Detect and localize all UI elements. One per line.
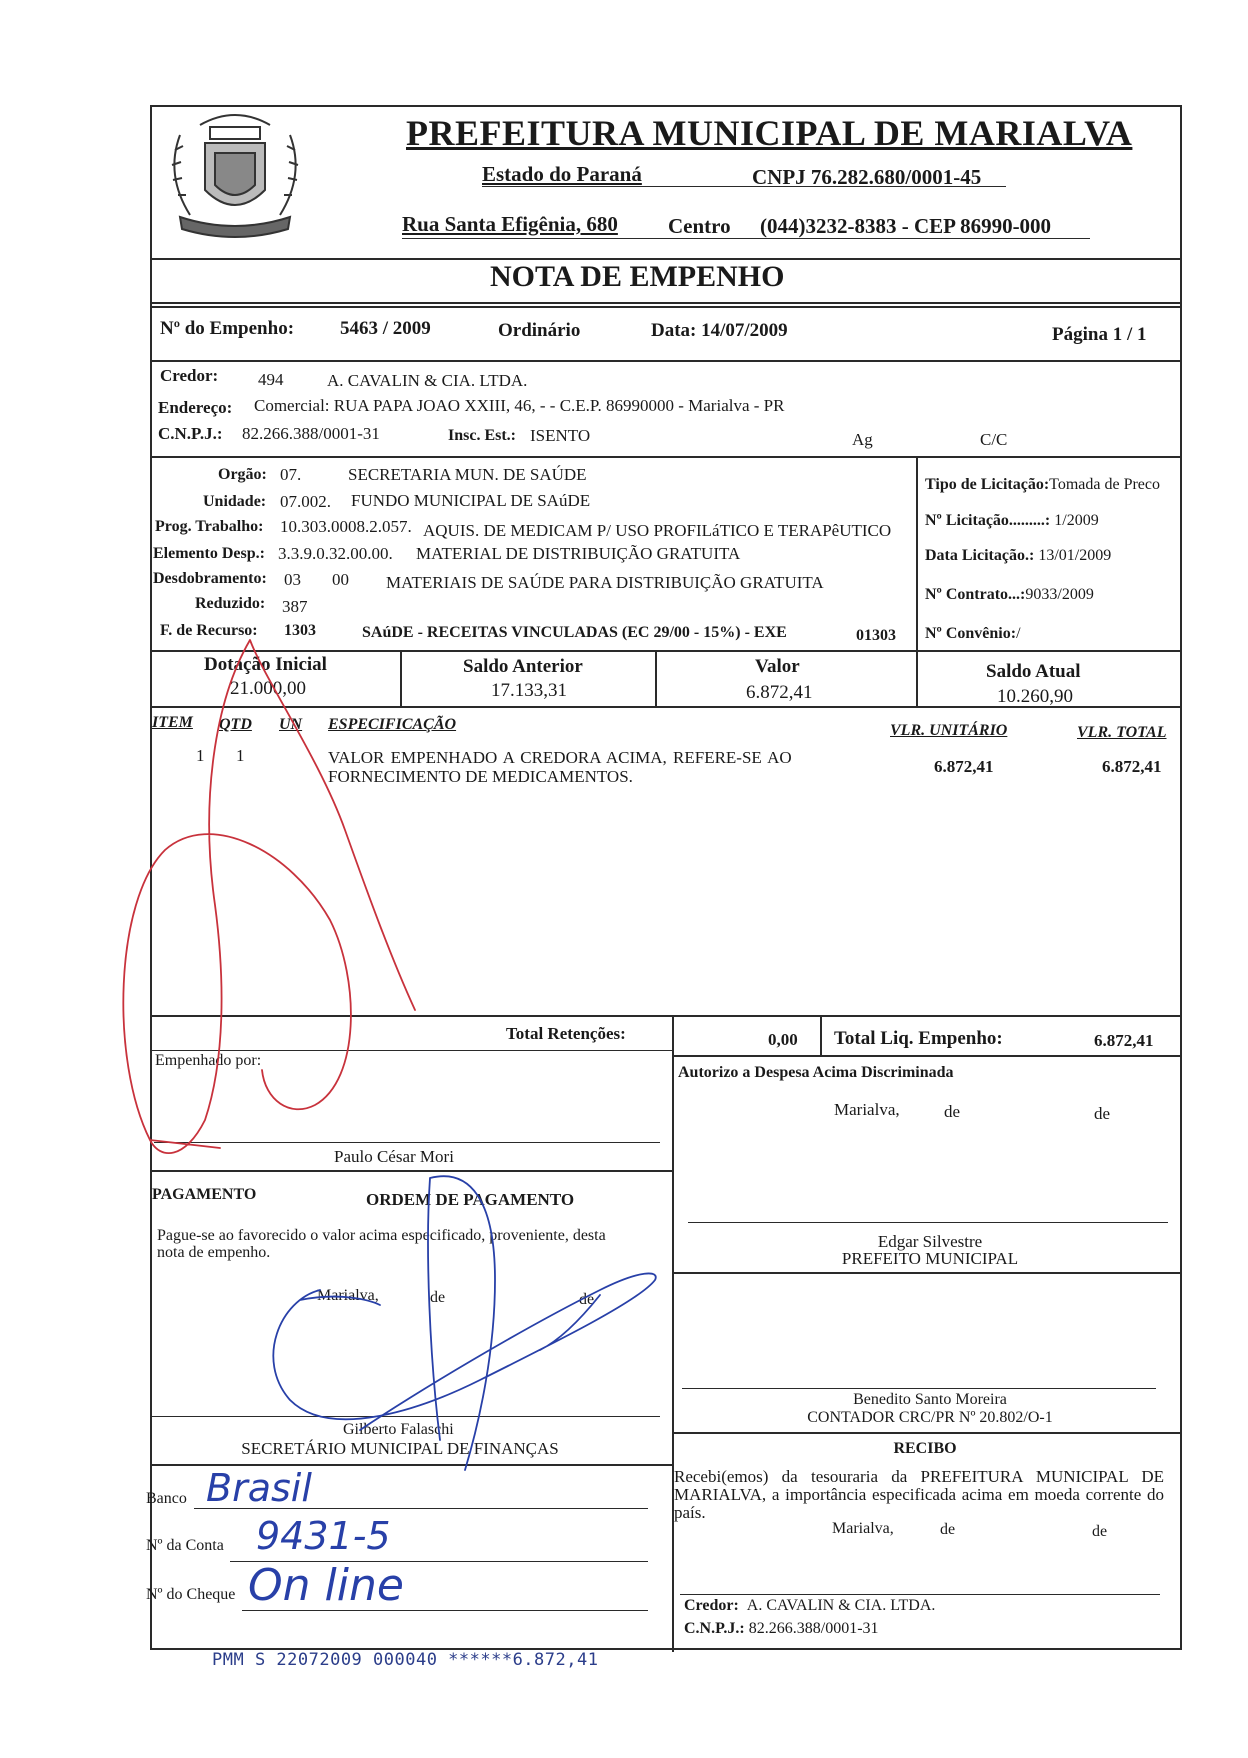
desd-name: MATERIAIS DE SAÚDE PARA DISTRIBUIÇÃO GRATUITA [386, 573, 824, 592]
recibo-text: Recebi(emos) da tesouraria da PREFEITURA MUNICIPAL DE MARIALVA, a importância especificada acima em moeda corrente do país. [674, 1467, 1164, 1522]
recibo-cnpj: C.N.P.J.: 82.266.388/0001-31 [684, 1620, 879, 1637]
banco-value: Brasil [206, 1466, 312, 1510]
conta-value: 9431-5 [256, 1514, 391, 1558]
orgao-code: 07. [280, 465, 302, 484]
conta-label: Nº da Conta [146, 1537, 224, 1554]
desd-code-2: 00 [332, 570, 349, 589]
col-vlr-unitario: VLR. UNITÁRIO [890, 722, 1008, 739]
empenhado-label: Empenhado por: [155, 1052, 262, 1069]
recibo-place: Marialva, [832, 1520, 894, 1537]
pagamento-de-2: de [579, 1291, 595, 1308]
data-licitacao: Data Licitação.: 13/01/2009 [925, 547, 1112, 564]
recibo-de-1: de [940, 1521, 956, 1538]
doc-title: NOTA DE EMPENHO [490, 260, 785, 293]
saldo-anterior-label: Saldo Anterior [463, 656, 583, 677]
credor-cnpj: 82.266.388/0001-31 [242, 424, 380, 443]
table-row-total: 6.872,41 [1102, 757, 1162, 776]
recibo-credor: Credor: A. CAVALIN & CIA. LTDA. [684, 1597, 936, 1614]
page-title: PREFEITURA MUNICIPAL DE MARIALVA [406, 113, 1133, 153]
table-row-unit: 6.872,41 [934, 757, 994, 776]
ag-label: Ag [852, 430, 873, 449]
reduzido-code: 387 [282, 597, 308, 616]
recibo-de-2: de [1092, 1523, 1108, 1540]
unidade-code: 07.002. [280, 492, 331, 511]
dotacao-inicial-label: Dotação Inicial [204, 654, 327, 675]
empenho-label: Nº do Empenho: [160, 318, 295, 339]
dotacao-inicial-value: 21.000,00 [230, 678, 306, 699]
elem-name: MATERIAL DE DISTRIBUIÇÃO GRATUITA [416, 544, 741, 563]
liquido-value: 6.872,41 [1094, 1031, 1154, 1050]
recurso-label: F. de Recurso: [160, 622, 258, 639]
street-label: Rua Santa Efigênia, 680 [402, 212, 618, 236]
pagamento-label: PAGAMENTO [152, 1186, 257, 1203]
prefeito-name: Edgar Silvestre [877, 1232, 983, 1251]
district-label: Centro [668, 214, 731, 238]
address-label: Endereço: [158, 398, 233, 417]
valor-label: Valor [755, 656, 800, 677]
state-label: Estado do Paraná [482, 162, 642, 186]
recurso-code: 1303 [284, 622, 316, 639]
prog-label: Prog. Trabalho: [155, 518, 264, 535]
num-convenio: Nº Convênio:/ [925, 625, 1021, 642]
orgao-label: Orgão: [218, 466, 267, 483]
saldo-atual-value: 10.260,90 [997, 686, 1073, 707]
orgao-name: SECRETARIA MUN. DE SAÚDE [348, 465, 587, 484]
table-row-spec-2: FORNECIMENTO DE MEDICAMENTOS. [328, 767, 633, 786]
footer-code: PMM S 22072009 000040 ******6.872,41 [212, 1650, 599, 1670]
credor-label: Credor: [160, 366, 219, 385]
reduzido-label: Reduzido: [195, 595, 266, 612]
recurso-name: SAúDE - RECEITAS VINCULADAS (EC 29/00 - 15%) - EXE [362, 624, 787, 641]
cheque-label: Nº do Cheque [146, 1586, 236, 1603]
credor-address: Comercial: RUA PAPA JOAO XXIII, 46, - - C.E.P. 86990000 - Marialva - PR [254, 396, 785, 415]
autorizo-de-2: de [1094, 1104, 1111, 1123]
table-row-spec-1: VALOR EMPENHADO A CREDORA ACIMA, REFERE-SE AO [328, 748, 792, 767]
banco-label: Banco [146, 1490, 187, 1507]
empenhado-signer: Paulo César Mori [334, 1147, 454, 1166]
financas-signer: Gilberto Falaschi [343, 1421, 454, 1438]
tipo-licitacao: Tipo de Licitação:Tomada de Preco [925, 476, 1160, 493]
empenho-date: Data: 14/07/2009 [651, 320, 788, 341]
autorizo-label: Autorizo a Despesa Acima Discriminada [678, 1064, 954, 1081]
pagamento-place: Marialva, [317, 1287, 379, 1304]
col-especificacao: ESPECIFICAÇÃO [328, 716, 457, 733]
col-un: UN [279, 716, 303, 733]
prog-name: AQUIS. DE MEDICAM P/ USO PROFILáTICO E TERAPêUTICO [423, 521, 892, 540]
insc-label: Insc. Est.: [448, 427, 517, 444]
insc-value: ISENTO [530, 426, 591, 445]
credor-code: 494 [258, 370, 284, 389]
cheque-value: On line [248, 1560, 404, 1611]
cc-label: C/C [980, 430, 1008, 449]
pagamento-text: Pague-se ao favorecido o valor acima especificado, proveniente, desta nota de empenho. [157, 1227, 606, 1261]
empenho-number: 5463 / 2009 [340, 318, 431, 339]
unidade-label: Unidade: [203, 493, 267, 510]
desd-label: Desdobramento: [153, 570, 267, 587]
coat-of-arms-icon [160, 105, 310, 250]
page-number: Página 1 / 1 [1052, 324, 1147, 345]
credor-name: A. CAVALIN & CIA. LTDA. [327, 371, 528, 390]
retencoes-value: 0,00 [768, 1030, 798, 1049]
autorizo-place: Marialva, [834, 1100, 900, 1119]
recibo-label: RECIBO [893, 1440, 957, 1457]
retencoes-label: Total Retenções: [506, 1024, 626, 1043]
pagamento-de-1: de [430, 1289, 446, 1306]
unidade-name: FUNDO MUNICIPAL DE SAúDE [351, 491, 591, 510]
valor-value: 6.872,41 [746, 682, 813, 703]
table-row-qtd: 1 [236, 746, 245, 765]
liquido-label: Total Liq. Empenho: [834, 1028, 1003, 1049]
saldo-anterior-value: 17.133,31 [491, 680, 567, 701]
num-contrato: Nº Contrato...:9033/2009 [925, 586, 1094, 603]
saldo-atual-label: Saldo Atual [986, 661, 1081, 682]
recurso-number: 01303 [856, 627, 896, 644]
autorizo-de-1: de [944, 1102, 961, 1121]
table-row-item: 1 [196, 746, 205, 765]
col-vlr-total: VLR. TOTAL [1077, 724, 1167, 741]
cnpj-label: CNPJ 76.282.680/0001-45 [752, 165, 982, 189]
empenho-type: Ordinário [498, 320, 581, 341]
cnpj-credor-label: C.N.P.J.: [158, 424, 223, 443]
desd-code-1: 03 [284, 570, 301, 589]
phone-cep-label: (044)3232-8383 - CEP 86990-000 [760, 214, 1052, 238]
prog-code: 10.303.0008.2.057. [280, 517, 412, 536]
col-qtd: QTD [219, 716, 252, 733]
financas-role: SECRETÁRIO MUNICIPAL DE FINANÇAS [241, 1439, 559, 1458]
prefeito-role: PREFEITO MUNICIPAL [841, 1249, 1019, 1268]
elem-code: 3.3.9.0.32.00.00. [278, 544, 393, 563]
num-licitacao: Nº Licitação.........: 1/2009 [925, 512, 1099, 529]
col-item: ITEM [152, 714, 193, 731]
elem-label: Elemento Desp.: [153, 545, 265, 562]
ordem-pagamento-label: ORDEM DE PAGAMENTO [366, 1190, 575, 1209]
contador-name: Benedito Santo Moreira [853, 1391, 1007, 1408]
contador-role: CONTADOR CRC/PR Nº 20.802/O-1 [807, 1409, 1053, 1426]
